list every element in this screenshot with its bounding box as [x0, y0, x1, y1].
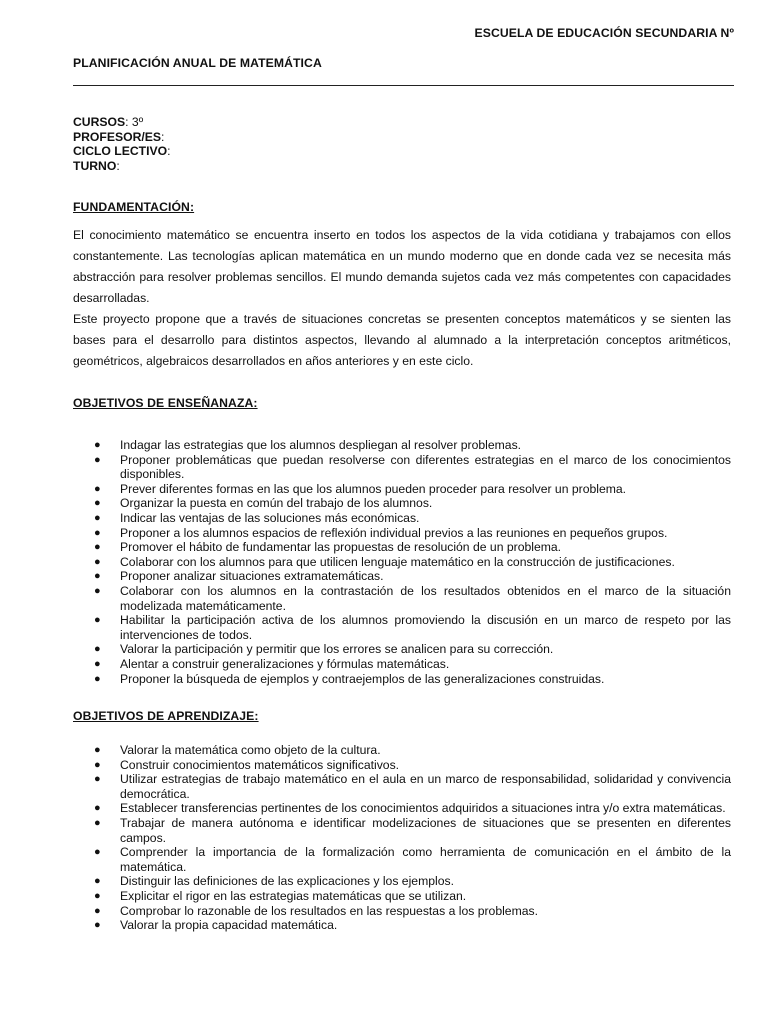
list-item	[73, 453, 731, 482]
list-item-text: Valorar la matemática como objeto de la cultura.	[120, 743, 381, 757]
bullet-icon: ●	[94, 773, 101, 786]
list-item-text: Construir conocimientos matemáticos significativos.	[120, 757, 400, 772]
list-item-text: Comprobar lo razonable de los resultados en las respuestas a los problemas.	[120, 903, 538, 918]
turno-value: :	[116, 158, 120, 173]
objetivos-ensenanza-list	[73, 438, 731, 686]
list-item	[73, 772, 731, 801]
list-item	[73, 584, 731, 613]
bullet-icon: ●	[94, 672, 101, 685]
list-item-text: Prever diferentes formas en las que los alumnos pueden proceder para resolver un problema.	[120, 481, 627, 496]
fundamentacion-heading: FUNDAMENTACIÓN:	[73, 200, 195, 214]
list-item-text: Organizar la puesta en común del trabajo de los alumnos.	[120, 496, 433, 511]
bullet-icon: ●	[94, 889, 101, 902]
profesor-value: :	[161, 129, 165, 144]
bullet-icon: ●	[94, 657, 101, 670]
profesor-label: PROFESOR/ES	[73, 129, 162, 144]
school-header: ESCUELA DE EDUCACIÓN SECUNDARIA Nº	[474, 26, 734, 40]
fundamentacion-paragraph-2: Este proyecto propone que a través de situaciones concretas se presenten conceptos matemáticos y se sienten las bases para el desarrollo para distintos aspectos, llevando al alumnado a la interpretación conceptos aritméticos, geométricos, algebraicos desarrollados en años anteriores y en este ciclo.	[73, 312, 731, 368]
list-item-text: Explicitar el rigor en las estrategias matemáticas que se utilizan.	[120, 888, 467, 903]
list-item	[73, 482, 731, 497]
list-item-text: Establecer transferencias pertinentes de los conocimientos adquiridos a situaciones intra y/o extra matemáticas.	[120, 801, 726, 816]
list-item	[73, 743, 731, 758]
document-title: PLANIFICACIÓN ANUAL DE MATEMÁTICA	[73, 56, 322, 70]
list-item	[73, 511, 731, 526]
bullet-icon: ●	[94, 439, 101, 451]
bullet-icon: ●	[94, 497, 101, 510]
list-item-text: Valorar la participación y permitir que los errores se analicen para su corrección.	[120, 642, 554, 657]
bullet-icon: ●	[94, 758, 101, 771]
list-item	[73, 526, 731, 541]
ciclo-label: CICLO LECTIVO	[73, 144, 168, 158]
bullet-icon: ●	[94, 482, 101, 495]
bullet-icon: ●	[94, 802, 101, 815]
ciclo-row	[73, 144, 171, 159]
list-item	[73, 672, 731, 687]
list-item-text: Alentar a construir generalizaciones y fórmulas matemáticas.	[120, 656, 450, 671]
fundamentacion-paragraph-1: El conocimiento matemático se encuentra inserto en todos los aspectos de la vida cotidiana y trabajamos con ellos constantemente. Las tecnologías aplican matemática en un mundo moderno que en donde cada vez se necesita más abstracción para resolver problemas sencillos. El mundo demanda sujetos cada vez más competentes con capacidades desarrolladas.	[73, 228, 731, 305]
list-item	[73, 889, 731, 904]
list-item-text: Trabajar de manera autónoma e identificar modelizaciones de situaciones que se presenten en diferentes campos.	[120, 815, 731, 845]
objetivos-ensenanza-heading: OBJETIVOS DE ENSEÑANAZA:	[73, 396, 258, 410]
list-item-text: Comprender la importancia de la formalización como herramienta de comunicación en el ámbito de la matemática.	[120, 845, 731, 874]
list-item	[73, 758, 731, 773]
header-divider	[73, 85, 734, 86]
bullet-icon: ●	[94, 643, 101, 656]
list-item	[73, 569, 731, 584]
bullet-icon: ●	[94, 570, 101, 583]
list-item-text: Habilitar la participación activa de los alumnos promoviendo la discusión en un marco de respeto por las intervenciones de todos.	[120, 613, 731, 642]
turno-label: TURNO	[73, 158, 117, 173]
list-item-text: Indicar las ventajas de las soluciones más económicas.	[120, 510, 420, 525]
list-item	[73, 845, 731, 874]
list-item	[73, 874, 731, 889]
bullet-icon: ●	[94, 846, 101, 859]
list-item	[73, 540, 731, 555]
list-item-text: Utilizar estrategias de trabajo matemático en el aula en un marco de responsabilidad, solidaridad y convivencia democrática.	[120, 772, 731, 801]
profesor-row	[73, 130, 171, 145]
bullet-icon: ●	[94, 904, 101, 917]
bullet-icon: ●	[94, 511, 101, 524]
bullet-icon: ●	[94, 816, 101, 829]
cursos-value: : 3º	[125, 115, 144, 129]
list-item-text: Colaborar con los alumnos para que utilicen lenguaje matemático en la construcción de justificaciones.	[120, 554, 675, 569]
cursos-row	[73, 115, 171, 130]
objetivos-aprendizaje-heading: OBJETIVOS DE APRENDIZAJE:	[73, 709, 259, 723]
list-item	[73, 816, 731, 845]
bullet-icon: ●	[94, 584, 101, 597]
objetivos-aprendizaje-list	[73, 743, 731, 933]
bullet-icon: ●	[94, 875, 101, 888]
list-item-text: Proponer problemáticas que puedan resolverse con diferentes estrategias en el marco de los conocimientos disponibles.	[120, 452, 731, 482]
document-page	[73, 0, 734, 1024]
list-item	[73, 801, 731, 816]
list-item-text: Distinguir las definiciones de las explicaciones y los ejemplos.	[120, 874, 454, 889]
list-item	[73, 613, 731, 642]
bullet-icon: ●	[94, 541, 101, 554]
list-item-text: Indagar las estrategias que los alumnos despliegan al resolver problemas.	[120, 438, 522, 452]
cursos-label: CURSOS	[73, 115, 126, 129]
ciclo-value: :	[167, 144, 171, 158]
bullet-icon: ●	[94, 453, 101, 466]
list-item	[73, 918, 731, 933]
list-item	[73, 555, 731, 570]
list-item	[73, 642, 731, 657]
bullet-icon: ●	[94, 614, 101, 627]
bullet-icon: ●	[94, 555, 101, 568]
bullet-icon: ●	[94, 526, 101, 539]
list-item-text: Valorar la propia capacidad matemática.	[120, 918, 338, 933]
bullet-icon: ●	[94, 919, 101, 932]
list-item	[73, 904, 731, 919]
list-item-text: Promover el hábito de fundamentar las propuestas de resolución de un problema.	[120, 540, 562, 555]
list-item	[73, 657, 731, 672]
list-item-text: Proponer a los alumnos espacios de reflexión individual previos a las reuniones en pequeños grupos.	[120, 525, 668, 540]
bullet-icon: ●	[94, 744, 101, 756]
turno-row	[73, 159, 171, 174]
course-info	[73, 115, 171, 173]
list-item-text: Proponer la búsqueda de ejemplos y contraejemplos de las generalizaciones construidas.	[120, 671, 605, 686]
list-item-text: Colaborar con los alumnos en la contrastación de los resultados obtenidos en el marco de la situación modelizada matemáticamente.	[120, 583, 731, 613]
list-item-text: Proponer analizar situaciones extramatemáticas.	[120, 569, 384, 584]
list-item	[73, 496, 731, 511]
list-item	[73, 438, 731, 453]
fundamentacion-text	[73, 225, 731, 372]
